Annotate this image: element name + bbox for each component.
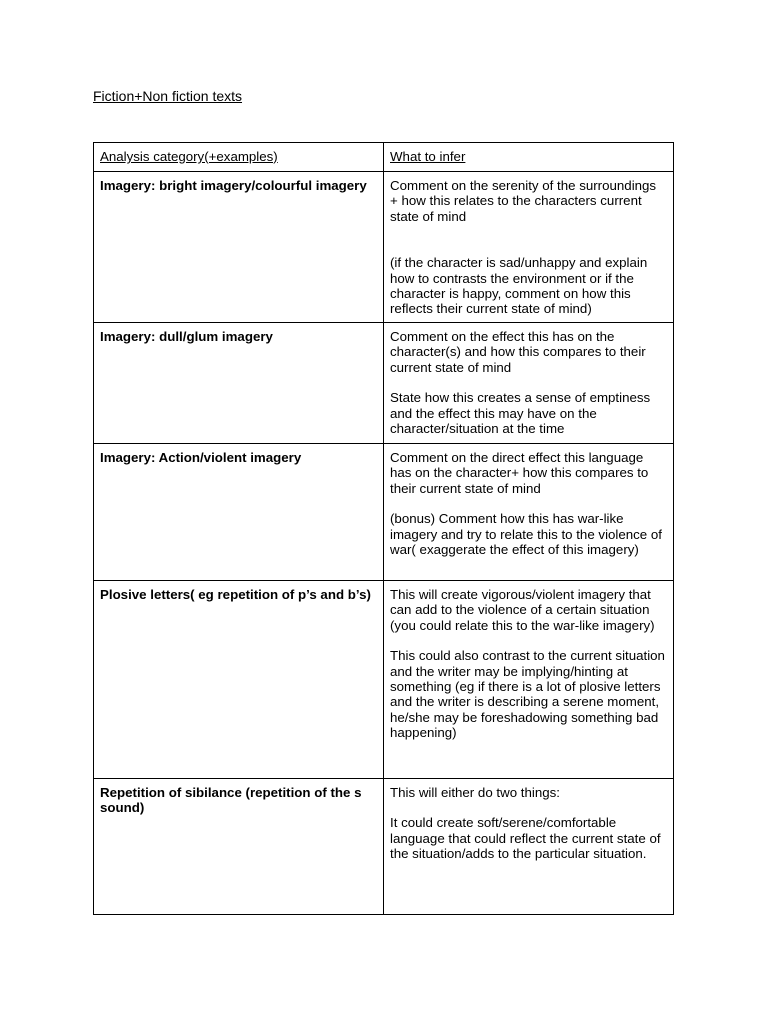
inference-paragraph: Comment on the effect this has on the character(s) and how this compares to their current state of mind [390, 329, 646, 375]
category-label: Repetition of sibilance (repetition of the s sound) [100, 785, 362, 816]
inference-cell [384, 172, 674, 323]
header-cell-infer [384, 143, 674, 172]
inference-paragraph: It could create soft/serene/comfortable language that could reflect the current state of the situation/adds to the particular situation. [390, 815, 661, 862]
inference-cell [384, 444, 674, 581]
category-label: Plosive letters( eg repetition of p’s and b’s) [100, 587, 371, 602]
inference-paragraph: This could also contrast to the current situation and the writer may be implying/hinting at something (eg if there is a lot of plosive letters and the writer is describing a serene moment, he/she may be foreshadowing something bad happening) [390, 648, 665, 741]
category-cell [94, 779, 384, 915]
inference-paragraph: State how this creates a sense of emptiness and the effect this may have on the character/situation at the time [390, 390, 651, 437]
table-header-row [94, 143, 674, 172]
table-row [94, 779, 674, 915]
table-row [94, 581, 674, 779]
inference-cell [384, 779, 674, 915]
header-label-infer: What to infer [390, 149, 466, 164]
category-label: Imagery: dull/glum imagery [100, 329, 273, 344]
inference-cell [384, 323, 674, 444]
header-cell-category [94, 143, 384, 172]
header-label-category: Analysis category(+examples) [100, 149, 278, 164]
category-cell [94, 581, 384, 779]
category-cell [94, 323, 384, 444]
table-row [94, 172, 674, 323]
inference-paragraph: This will either do two things: [390, 785, 560, 800]
document-title: Fiction+Non fiction texts [93, 88, 243, 104]
inference-paragraph: (bonus) Comment how this has war-like imagery and try to relate this to the violence of war( exaggerate the effect of this imagery) [390, 511, 662, 558]
inference-paragraph: This will create vigorous/violent imagery that can add to the violence of a certain situation (you could relate this to the war-like imagery) [390, 587, 655, 633]
table-row [94, 323, 674, 444]
inference-paragraph: (if the character is sad/unhappy and explain how to contrasts the environment or if the character is happy, comment on how this reflects their current state of mind) [390, 255, 648, 317]
table-row [94, 444, 674, 581]
inference-paragraph: Comment on the direct effect this language has on the character+ how this compares to their current state of mind [390, 450, 649, 496]
category-cell [94, 172, 384, 323]
analysis-table [93, 142, 674, 915]
category-cell [94, 444, 384, 581]
category-label: Imagery: bright imagery/colourful imagery [100, 178, 367, 193]
category-label: Imagery: Action/violent imagery [100, 450, 302, 465]
inference-cell [384, 581, 674, 779]
inference-paragraph: Comment on the serenity of the surroundings + how this relates to the characters current state of mind [390, 178, 657, 224]
